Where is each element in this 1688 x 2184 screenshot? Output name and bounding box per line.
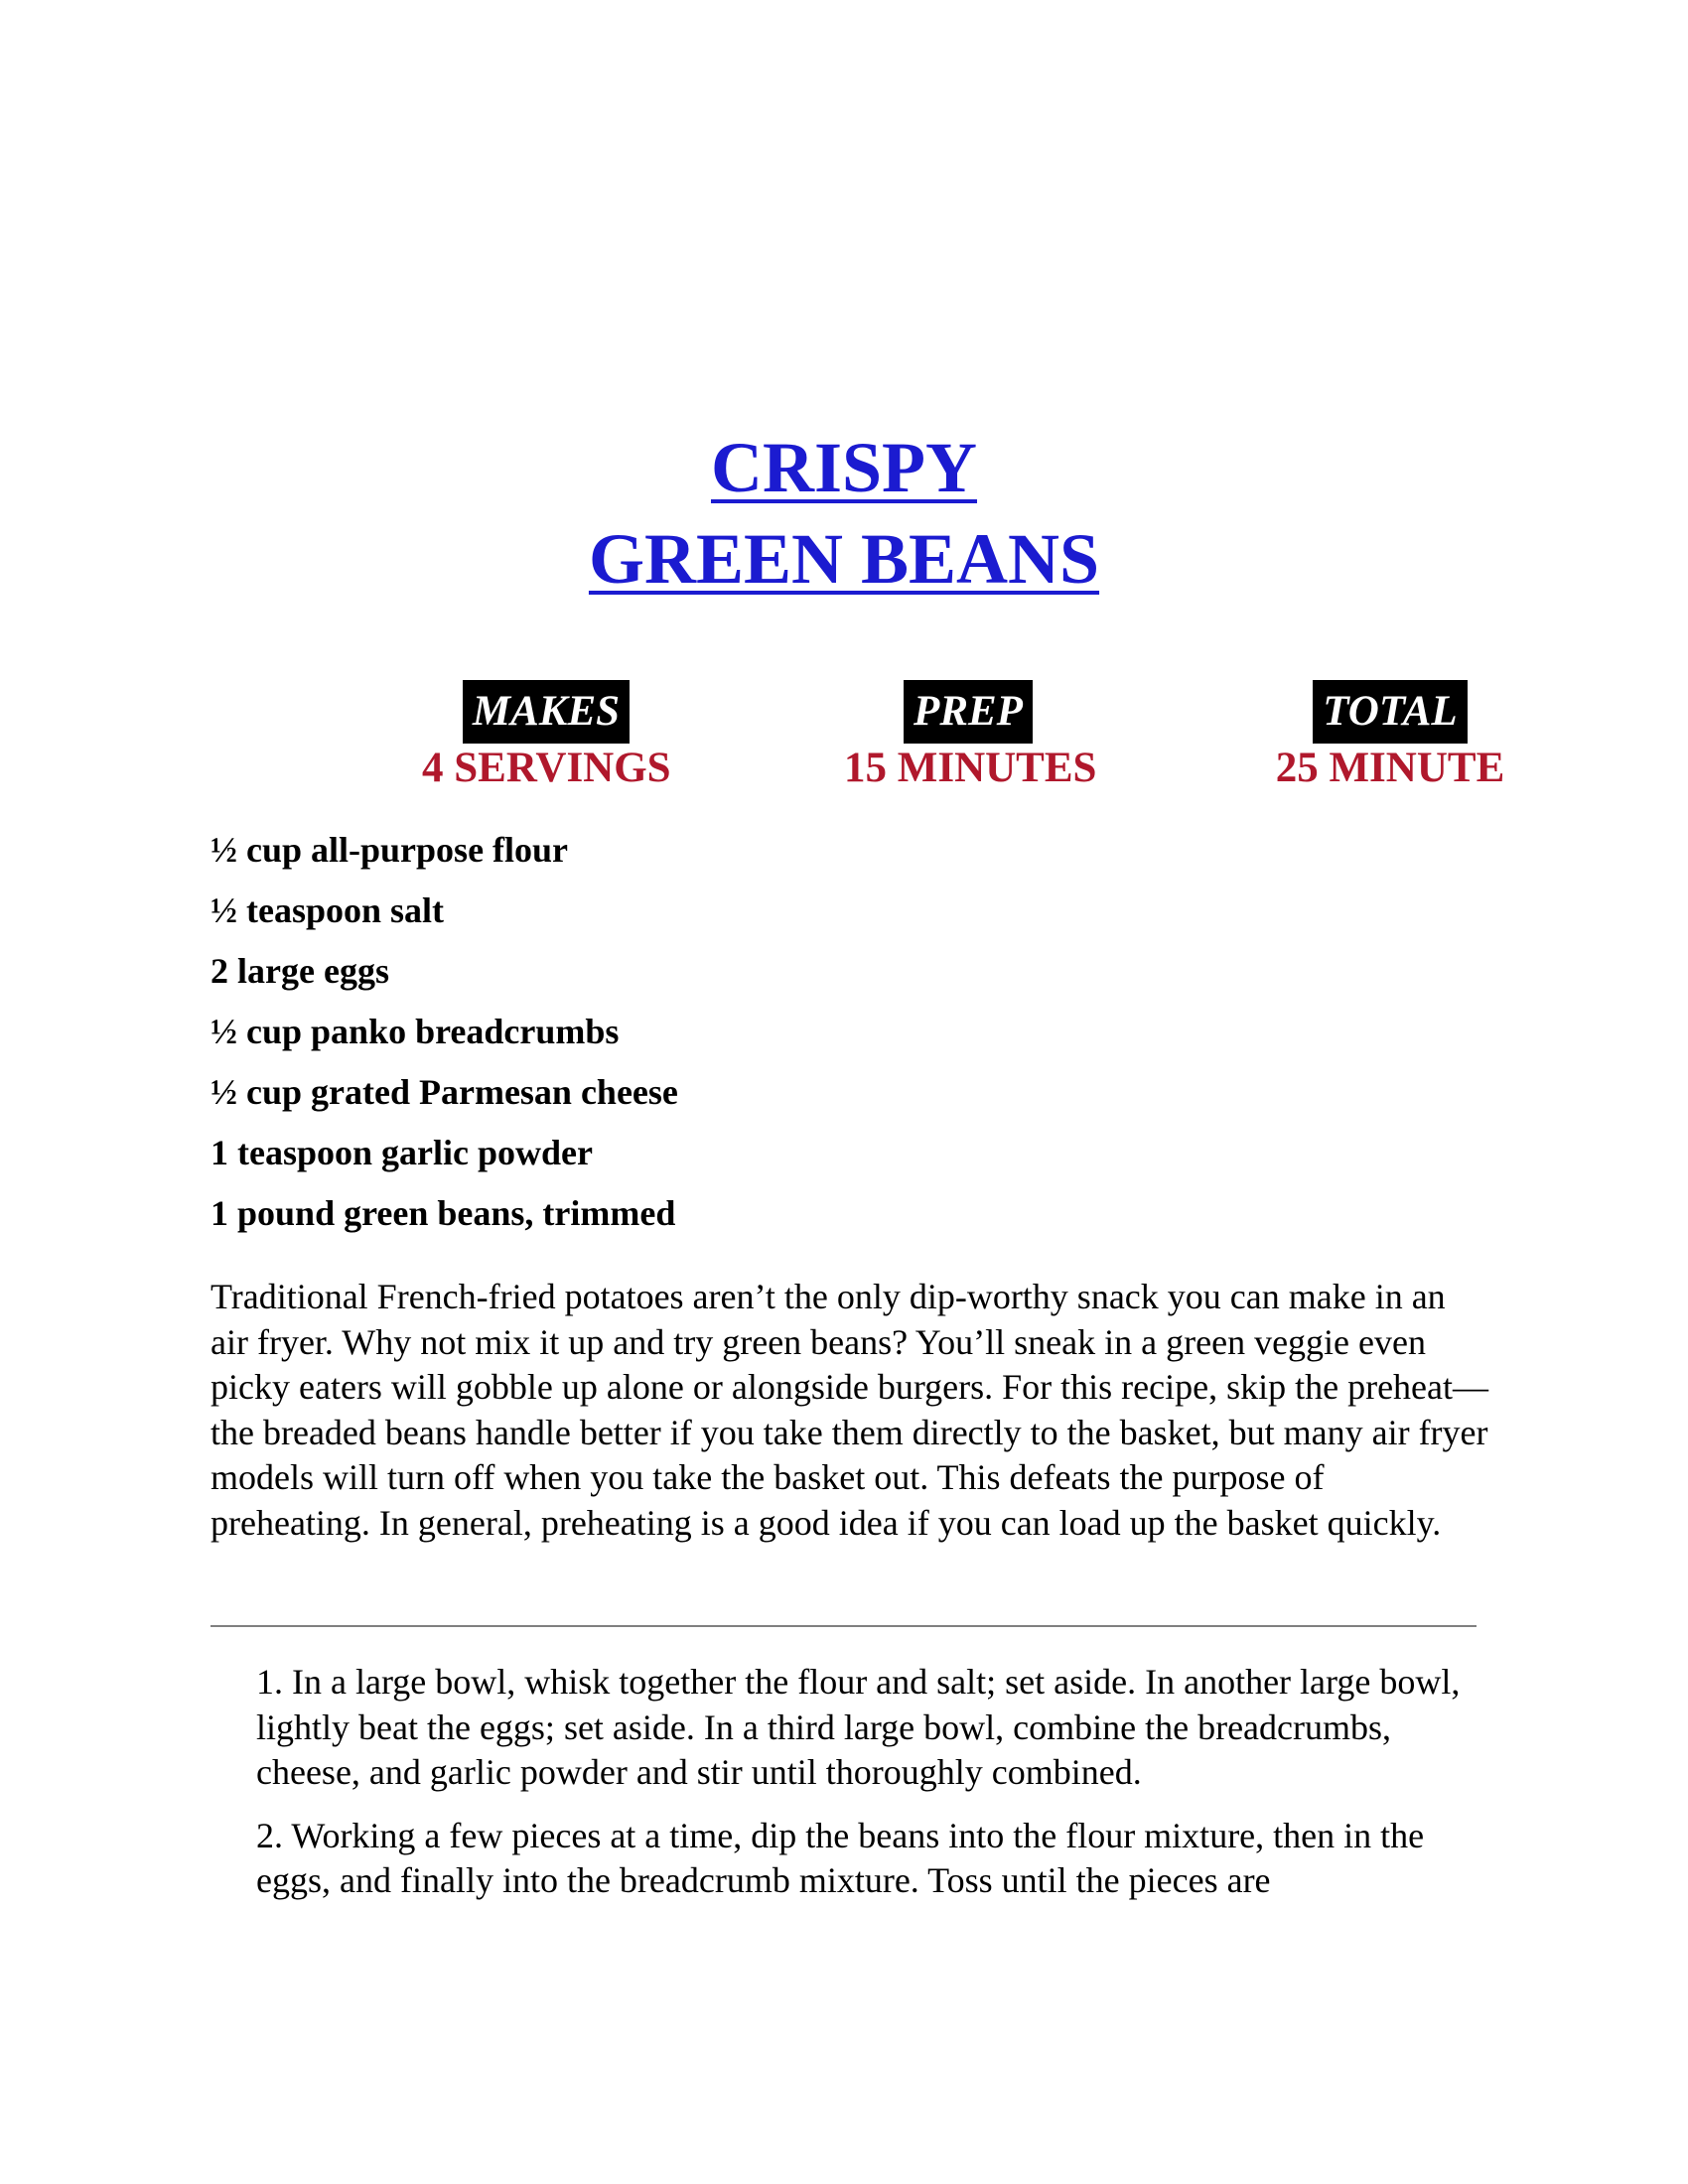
makes-value: 4 SERVINGS bbox=[422, 745, 671, 791]
section-divider bbox=[211, 1625, 1477, 1627]
recipe-title bbox=[0, 422, 1688, 605]
ingredient-item: 1 pound green beans, trimmed bbox=[211, 1193, 676, 1233]
total-label: TOTAL bbox=[1313, 680, 1467, 744]
intro-paragraph: Traditional French-fried potatoes aren’t the only dip-worthy snack you can make in an air fryer. Why not mix it up and try green beans? You’ll sneak in a green veggie even picky eaters will gobble up alone or alongside burgers. For this recipe, skip the preheat—the breaded beans handle better if you take them directly to the basket, but many air fryer models will turn off when you take the basket out. This defeats the purpose of preheating. In general, preheating is a good idea if you can load up the basket quickly. bbox=[211, 1277, 1488, 1543]
prep-value: 15 MINUTES bbox=[844, 745, 1097, 791]
makes-label: MAKES bbox=[463, 680, 630, 744]
title-line-2: GREEN BEANS bbox=[588, 519, 1100, 599]
meta-total bbox=[1271, 680, 1509, 793]
ingredient-item: ½ teaspoon salt bbox=[211, 890, 445, 930]
ingredient-item: 1 teaspoon garlic powder bbox=[211, 1133, 593, 1172]
instruction-step: 2. Working a few pieces at a time, dip the beans into the flour mixture, then in the eggs, and finally into the breadcrumb mixture. Toss until the pieces are bbox=[256, 1815, 1425, 1900]
meta-prep bbox=[844, 680, 1097, 793]
prep-label: PREP bbox=[904, 680, 1033, 744]
title-line-1: CRISPY bbox=[710, 428, 978, 507]
ingredient-item: ½ cup all-purpose flour bbox=[211, 830, 569, 870]
ingredient-list bbox=[211, 820, 678, 1244]
total-value: 25 MINUTE bbox=[1275, 745, 1505, 791]
recipe-title-link[interactable] bbox=[589, 428, 1099, 599]
instruction-step: 1. In a large bowl, whisk together the flour and salt; set aside. In another large bowl, lightly beat the eggs; set aside. In a third large bowl, combine the breadcrumbs, cheese, and garlic powder and stir until thoroughly combined. bbox=[256, 1662, 1461, 1792]
ingredient-item: ½ cup grated Parmesan cheese bbox=[211, 1072, 678, 1112]
meta-makes bbox=[422, 680, 670, 793]
instruction-steps bbox=[256, 1660, 1487, 1922]
ingredient-item: ½ cup panko breadcrumbs bbox=[211, 1012, 620, 1051]
ingredient-item: 2 large eggs bbox=[211, 951, 389, 991]
